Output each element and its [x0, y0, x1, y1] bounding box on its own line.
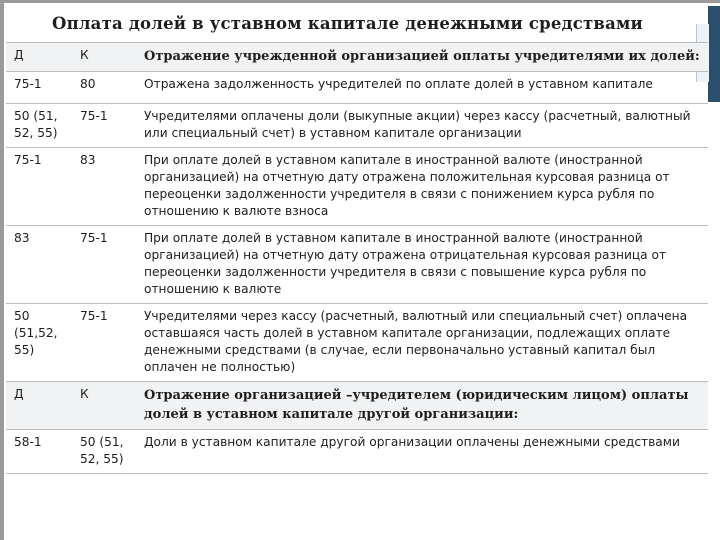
- credit-cell: 50 (51, 52, 55): [72, 430, 134, 474]
- debit-cell: 83: [6, 226, 72, 304]
- description-cell: Учредителями оплачены доли (выкупные акции) через кассу (расчетный, валютный или специальный счет) в уставном капитале организации: [134, 104, 708, 148]
- top-rule: [0, 0, 720, 3]
- section-heading: Отражение организацией –учредителем (юридическим лицом) оплаты долей в уставном капитале другой организации:: [134, 382, 708, 430]
- table-row: [6, 104, 708, 148]
- table-row: [6, 304, 708, 382]
- credit-cell: 80: [72, 72, 134, 104]
- slide-title: Оплата долей в уставном капитале денежными средствами: [52, 14, 643, 33]
- description-cell: При оплате долей в уставном капитале в иностранной валюте (иностранной организацией) на отчетную дату отражена отрицательная курсовая разница от переоценки задолженности учредителя в связи с повышение курса рубля по отношению к валюте: [134, 226, 708, 304]
- credit-cell: 83: [72, 148, 134, 226]
- debit-cell: 58-1: [6, 430, 72, 474]
- table-header-row: [6, 43, 708, 72]
- debit-header: Д: [6, 43, 72, 72]
- table-row: [6, 430, 708, 474]
- description-cell: Доли в уставном капитале другой организации оплачены денежными средствами: [134, 430, 708, 474]
- credit-header: К: [72, 382, 134, 430]
- debit-cell: 75-1: [6, 72, 72, 104]
- credit-cell: 75-1: [72, 304, 134, 382]
- credit-header: К: [72, 43, 134, 72]
- description-cell: Отражена задолженность учредителей по оплате долей в уставном капитале: [134, 72, 708, 104]
- debit-header: Д: [6, 382, 72, 430]
- table-row: [6, 226, 708, 304]
- description-cell: Учредителями через кассу (расчетный, валютный или специальный счет) оплачена оставшаяся часть долей в уставном капитале организации, подлежащих оплате денежными средствами (в случае, если первоначально уставный капитал был оплачен не полностью): [134, 304, 708, 382]
- credit-cell: 75-1: [72, 226, 134, 304]
- postings-table: [6, 42, 708, 474]
- table-row: [6, 148, 708, 226]
- debit-cell: 50 (51,52, 55): [6, 304, 72, 382]
- debit-cell: 75-1: [6, 148, 72, 226]
- debit-cell: 50 (51, 52, 55): [6, 104, 72, 148]
- section-heading: Отражение учрежденной организацией оплаты учредителями их долей:: [134, 43, 708, 72]
- credit-cell: 75-1: [72, 104, 134, 148]
- left-accent-bar: [0, 0, 4, 540]
- description-cell: При оплате долей в уставном капитале в иностранной валюте (иностранной организацией) на отчетную дату отражена положительная курсовая разница от переоценки задолженности учредителя в связи с понижением курса рубля по отношению к валюте взноса: [134, 148, 708, 226]
- table-row: [6, 72, 708, 104]
- table-header-row: [6, 382, 708, 430]
- corner-accent-bar: [708, 6, 720, 102]
